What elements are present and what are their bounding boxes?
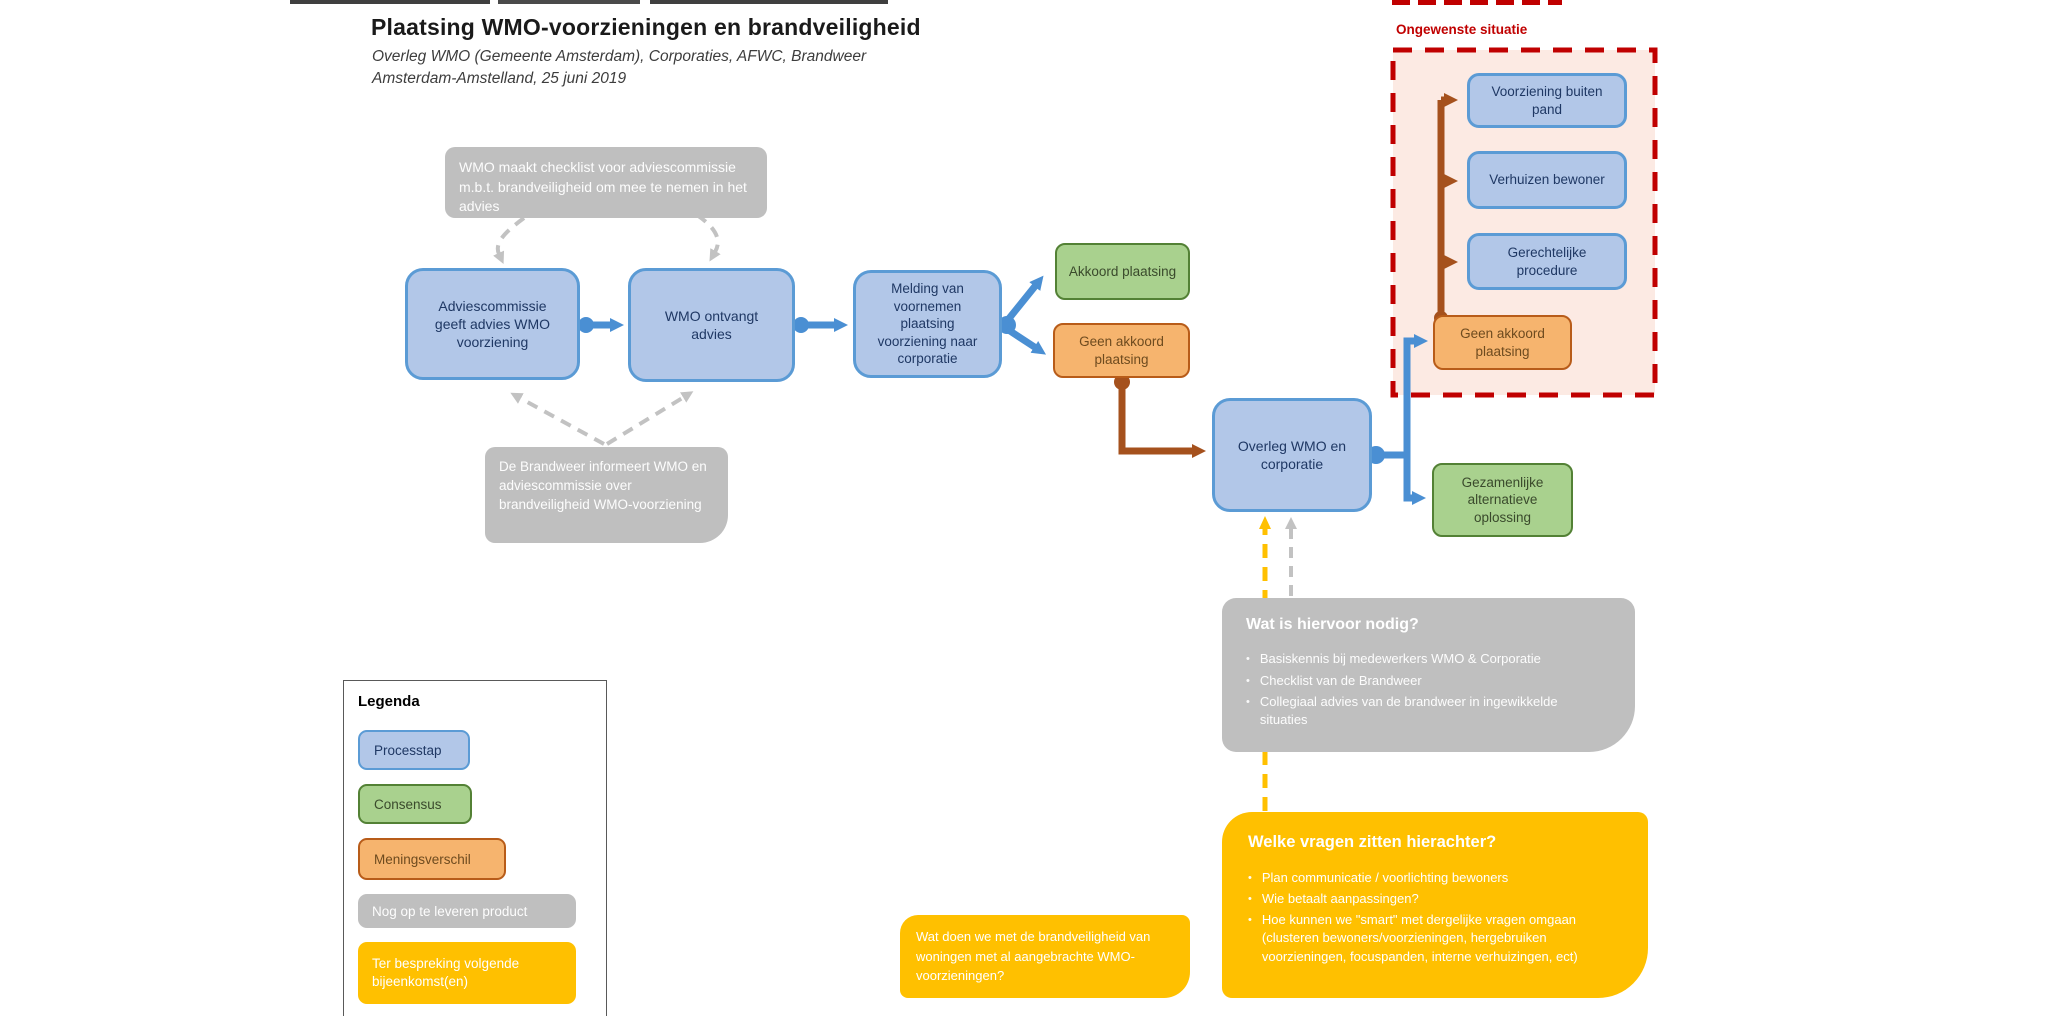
dashed-connector-checklist-to-wmo bbox=[697, 215, 718, 252]
note-questions bbox=[1222, 812, 1648, 998]
needs-item bbox=[1246, 672, 1611, 690]
bullet-icon: • bbox=[1246, 674, 1250, 687]
outcome-gezamenlijk: Gezamenlijke alternatieve oplossing bbox=[1432, 463, 1573, 537]
outcome-geen-akkoord: Geen akkoord plaatsing bbox=[1053, 323, 1190, 378]
question-item bbox=[1248, 869, 1622, 887]
dashed-connector-brandweer-to-wmo bbox=[607, 397, 684, 444]
legend-item-meningsverschil: Meningsverschil bbox=[358, 838, 506, 880]
note-needs-heading: Wat is hiervoor nodig? bbox=[1246, 616, 1419, 633]
step-adviescommissie: Adviescommissie geeft advies WMO voorziening bbox=[405, 268, 580, 380]
note-questions-heading: Welke vragen zitten hierachter? bbox=[1248, 833, 1497, 851]
dashed-connector-checklist-to-adviescommissie bbox=[498, 218, 524, 254]
note-discussion: Wat doen we met de brandveiligheid van woningen met al aangebrachte WMO-voorzieningen? bbox=[900, 915, 1190, 998]
legend-item-processtap: Processtap bbox=[358, 730, 470, 770]
question-item bbox=[1248, 890, 1622, 908]
cropped-red-dash-remnant bbox=[1392, 0, 1562, 5]
needs-item bbox=[1246, 693, 1611, 729]
note-brandweer: De Brandweer informeert WMO en adviescommissie over brandveiligheid WMO-voorziening bbox=[485, 447, 728, 543]
bullet-icon: • bbox=[1248, 914, 1252, 927]
step-verhuizen-bewoner: Verhuizen bewoner bbox=[1467, 151, 1627, 209]
question-item bbox=[1248, 911, 1622, 966]
ongewenste-situatie-label: Ongewenste situatie bbox=[1396, 22, 1528, 37]
outcome-geen-akkoord-2: Geen akkoord plaatsing bbox=[1433, 315, 1572, 370]
outcome-akkoord: Akkoord plaatsing bbox=[1055, 243, 1190, 300]
question-item-text: Hoe kunnen we "smart" met dergelijke vragen omgaan (clusteren bewoners/voorzieningen, hergebruiken voorzieningen, focuspanden, interne verhuizingen, ect) bbox=[1261, 912, 1578, 964]
bullet-icon: • bbox=[1246, 695, 1250, 708]
legend bbox=[343, 680, 607, 1016]
step-wmo-ontvangt: WMO ontvangt advies bbox=[628, 268, 795, 382]
legend-item-bespreking: Ter bespreking volgende bijeenkomst(en) bbox=[358, 942, 576, 1004]
note-needs bbox=[1222, 598, 1635, 752]
bullet-icon: • bbox=[1246, 653, 1250, 666]
legend-item-product: Nog op te leveren product bbox=[358, 894, 576, 928]
needs-item bbox=[1246, 650, 1611, 668]
subtitle-line-2: Amsterdam-Amstelland, 25 juni 2019 bbox=[372, 70, 627, 87]
arrow-melding-to-geen-akkoord bbox=[1007, 329, 1036, 348]
question-item-text: Plan communicatie / voorlichting bewoners bbox=[1261, 869, 1509, 885]
legend-title: Legenda bbox=[358, 693, 420, 710]
bullet-icon: • bbox=[1248, 871, 1252, 884]
arrow-melding-to-akkoord bbox=[1007, 285, 1036, 321]
bullet-icon: • bbox=[1248, 892, 1252, 905]
step-voorziening-buiten-pand: Voorziening buiten pand bbox=[1467, 73, 1627, 128]
legend-item-consensus: Consensus bbox=[358, 784, 472, 824]
question-item-text: Wie betaalt aanpassingen? bbox=[1261, 890, 1419, 906]
dashed-connector-brandweer-to-adviescommissie bbox=[520, 398, 604, 444]
arrow-overleg-to-gezamenlijk bbox=[1407, 455, 1414, 498]
needs-item-text: Collegiaal advies van de brandweer in ingewikkelde situaties bbox=[1259, 693, 1558, 727]
step-overleg: Overleg WMO en corporatie bbox=[1212, 398, 1372, 512]
arrow-geen-akkoord-to-overleg bbox=[1122, 382, 1194, 451]
needs-item-text: Basiskennis bij medewerkers WMO & Corporatie bbox=[1259, 651, 1541, 667]
step-gerechtelijke-procedure: Gerechtelijke procedure bbox=[1467, 233, 1627, 290]
note-checklist: WMO maakt checklist voor adviescommissie m.b.t. brandveiligheid om mee te nemen in het advies bbox=[445, 147, 767, 218]
step-melding: Melding van voornemen plaatsing voorziening naar corporatie bbox=[853, 270, 1002, 378]
page-title: Plaatsing WMO-voorzieningen en brandveiligheid bbox=[371, 14, 921, 40]
subtitle-line-1: Overleg WMO (Gemeente Amsterdam), Corporaties, AFWC, Brandweer bbox=[372, 48, 867, 65]
needs-item-text: Checklist van de Brandweer bbox=[1259, 672, 1422, 688]
